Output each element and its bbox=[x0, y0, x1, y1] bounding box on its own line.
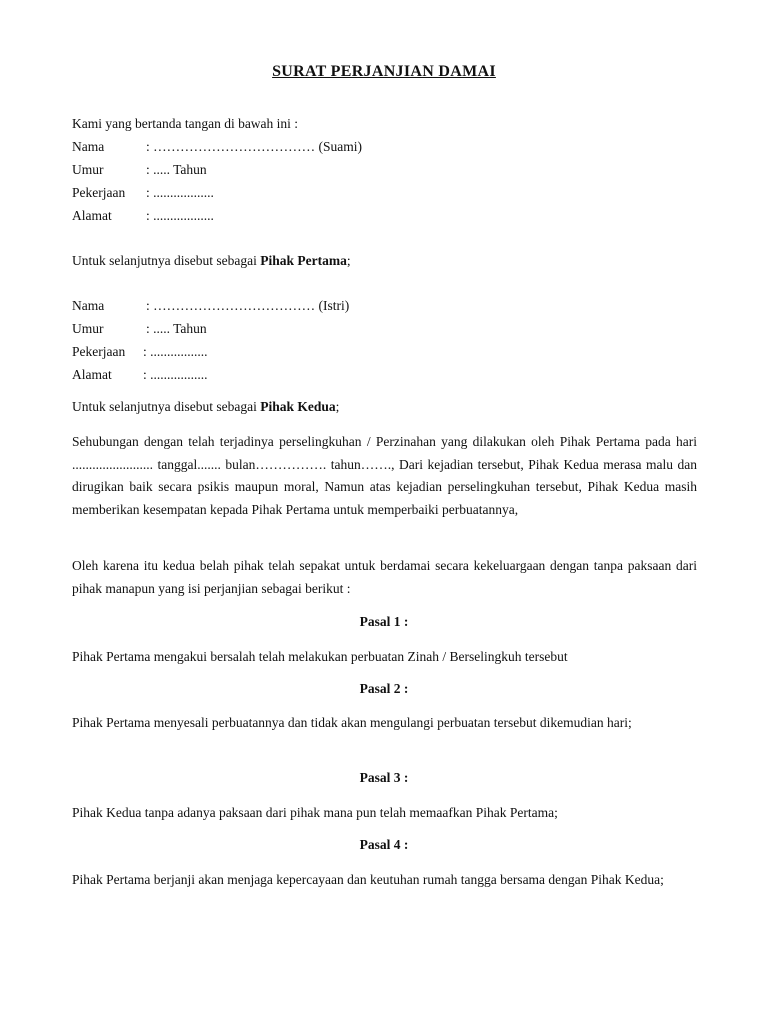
party1-alamat-row bbox=[72, 208, 214, 224]
party2-pekerjaan-row bbox=[72, 344, 208, 360]
party2-alamat-row bbox=[72, 367, 208, 383]
pasal-2-heading: Pasal 2 : bbox=[359, 681, 409, 696]
party2-umur-label: Umur bbox=[72, 321, 104, 336]
party1-umur-value: : ..... Tahun bbox=[146, 162, 207, 177]
party1-umur-row bbox=[72, 162, 207, 178]
party2-nama-row bbox=[72, 298, 349, 314]
pasal-2-text: Pihak Pertama menyesali perbuatannya dan tidak akan mengulangi perbuatan tersebut dikemudian hari; bbox=[72, 715, 632, 730]
party1-pekerjaan-label: Pekerjaan bbox=[72, 185, 126, 200]
party1-designation-bold: Pihak Pertama bbox=[260, 253, 347, 268]
party1-nama-label: Nama bbox=[72, 139, 105, 154]
party1-pekerjaan-row bbox=[72, 185, 214, 201]
party1-designation-suffix: ; bbox=[346, 253, 351, 268]
pasal-3-heading: Pasal 3 : bbox=[359, 770, 409, 785]
party1-nama-value: : ……………………………… (Suami) bbox=[146, 139, 362, 154]
party1-alamat-label: Alamat bbox=[72, 208, 112, 223]
party2-alamat-value: : ................. bbox=[143, 367, 208, 382]
document-title: SURAT PERJANJIAN DAMAI bbox=[272, 63, 496, 80]
party2-designation-suffix: ; bbox=[335, 399, 340, 414]
party2-alamat-label: Alamat bbox=[72, 367, 112, 382]
party1-designation bbox=[72, 253, 351, 269]
party1-designation-prefix: Untuk selanjutnya disebut sebagai bbox=[72, 253, 261, 268]
party2-pekerjaan-label: Pekerjaan bbox=[72, 344, 126, 359]
party2-nama-value: : ……………………………… (Istri) bbox=[146, 298, 350, 313]
party1-pekerjaan-value: : .................. bbox=[146, 185, 214, 200]
pasal-1-heading: Pasal 1 : bbox=[359, 614, 409, 629]
party2-nama-label: Nama bbox=[72, 298, 105, 313]
party2-designation bbox=[72, 399, 339, 415]
party2-umur-row bbox=[72, 321, 207, 337]
paragraph-incident: Sehubungan dengan telah terjadinya perselingkuhan / Perzinahan yang dilakukan oleh Pihak Pertama pada hari ........................ tanggal....... bulan……………. tahun……., Dari kejadian tersebut, Pihak Kedua merasa malu dan dirugikan baik secara psikis maupun moral, Namun atas kejadian perselingkuhan tersebut, Pihak Kedua masih memberikan kesempatan kepada Pihak Pertama untuk memperbaiki perbuatannya, bbox=[72, 434, 697, 517]
pasal-3-text: Pihak Kedua tanpa adanya paksaan dari pihak mana pun telah memaafkan Pihak Pertama; bbox=[72, 805, 558, 820]
pasal-1-text: Pihak Pertama mengakui bersalah telah melakukan perbuatan Zinah / Berselingkuh tersebut bbox=[72, 649, 568, 664]
party1-alamat-value: : .................. bbox=[146, 208, 214, 223]
party2-pekerjaan-value: : ................. bbox=[143, 344, 208, 359]
pasal-4-heading: Pasal 4 : bbox=[359, 837, 409, 852]
paragraph-agreement: Oleh karena itu kedua belah pihak telah sepakat untuk berdamai secara kekeluargaan dengan tanpa paksaan dari pihak manapun yang isi perjanjian sebagai berikut : bbox=[72, 558, 697, 596]
intro-text: Kami yang bertanda tangan di bawah ini : bbox=[72, 116, 299, 131]
party1-umur-label: Umur bbox=[72, 162, 104, 177]
party1-nama-row bbox=[72, 139, 362, 155]
party2-designation-bold: Pihak Kedua bbox=[260, 399, 336, 414]
party2-designation-prefix: Untuk selanjutnya disebut sebagai bbox=[72, 399, 261, 414]
party2-umur-value: : ..... Tahun bbox=[146, 321, 207, 336]
pasal-4-text: Pihak Pertama berjanji akan menjaga kepercayaan dan keutuhan rumah tangga bersama dengan Pihak Kedua; bbox=[72, 872, 664, 887]
